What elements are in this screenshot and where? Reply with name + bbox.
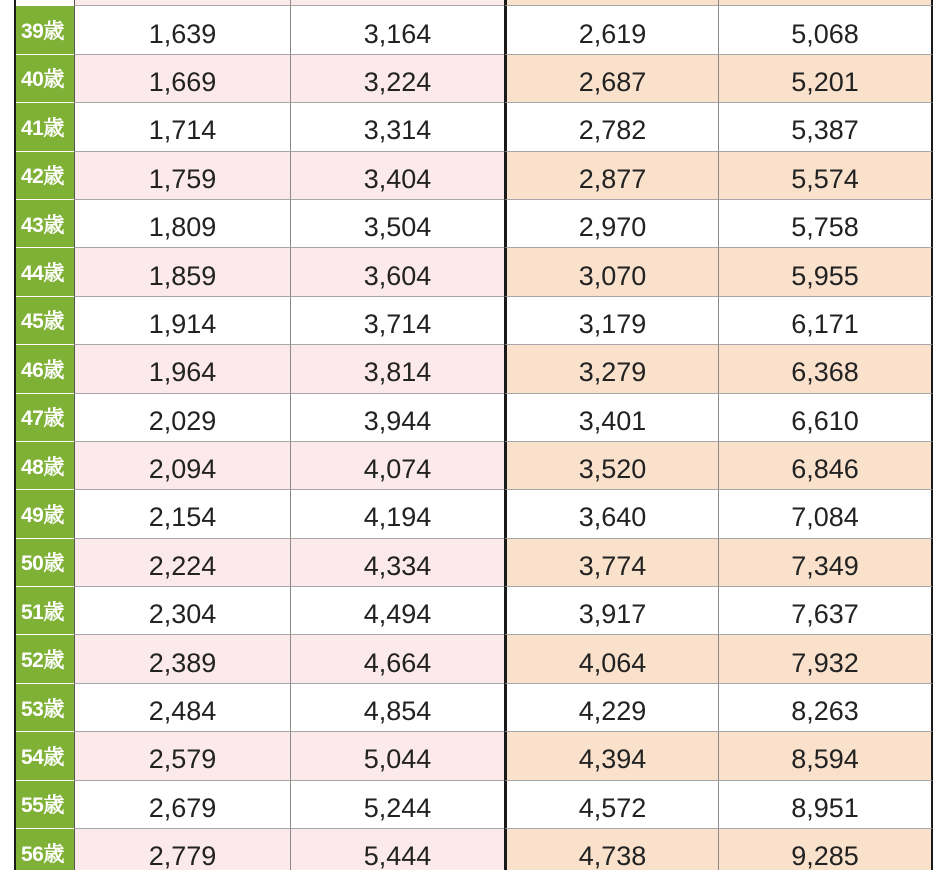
value-cell-1: 1,759: [74, 152, 290, 200]
value-cell-1: 1,914: [74, 297, 290, 345]
table-row: [16, 200, 933, 248]
value-cell-1: 2,094: [74, 442, 290, 490]
value-cell-2: 4,664: [290, 635, 504, 683]
value-cell-2: 3,224: [290, 55, 504, 103]
table-row: [16, 732, 933, 780]
value-cell-2: 4,194: [290, 490, 504, 538]
value-cell-4: 5,201: [718, 55, 933, 103]
value-cell-2: 5,244: [290, 781, 504, 829]
value-cell-3: 3,179: [504, 297, 718, 345]
table-row: [16, 781, 933, 829]
age-cell: 41歳: [16, 103, 74, 151]
table-row: [16, 635, 933, 683]
value-cell-4: 6,846: [718, 442, 933, 490]
value-cell-2: 5,044: [290, 732, 504, 780]
value-cell-3: 4,572: [504, 781, 718, 829]
value-cell-3: 3,520: [504, 442, 718, 490]
value-cell-3: 2,970: [504, 200, 718, 248]
table-row: [16, 684, 933, 732]
age-cell: 51歳: [16, 587, 74, 635]
value-cell-1: 1,669: [74, 55, 290, 103]
value-cell-2: 3,314: [290, 103, 504, 151]
value-cell-1: 2,484: [74, 684, 290, 732]
age-cell: 45歳: [16, 297, 74, 345]
table-row: [16, 394, 933, 442]
value-cell-4: 7,637: [718, 587, 933, 635]
value-cell-4: 9,285: [718, 829, 933, 870]
value-cell-4: 5,068: [718, 6, 933, 54]
value-cell-3: 4,064: [504, 635, 718, 683]
value-cell-4: 8,263: [718, 684, 933, 732]
value-cell-4: 7,084: [718, 490, 933, 538]
table-row: [16, 152, 933, 200]
value-cell-2: 3,404: [290, 152, 504, 200]
value-cell-1: 2,679: [74, 781, 290, 829]
age-cell: 42歳: [16, 152, 74, 200]
age-cell: 50歳: [16, 539, 74, 587]
table-row: [16, 490, 933, 538]
age-cell: 46歳: [16, 345, 74, 393]
value-cell-2: 4,334: [290, 539, 504, 587]
value-cell-2: 3,504: [290, 200, 504, 248]
value-cell-3: 3,640: [504, 490, 718, 538]
value-cell-1: 2,224: [74, 539, 290, 587]
value-cell-4: 7,349: [718, 539, 933, 587]
table-row: [16, 6, 933, 54]
value-cell-3: 4,738: [504, 829, 718, 870]
age-cell: 40歳: [16, 55, 74, 103]
value-cell-2: 5,444: [290, 829, 504, 870]
value-cell-3: 2,619: [504, 6, 718, 54]
value-cell-3: 3,401: [504, 394, 718, 442]
value-cell-3: 2,687: [504, 55, 718, 103]
value-cell-4: 8,951: [718, 781, 933, 829]
value-cell-3: 3,279: [504, 345, 718, 393]
value-cell-3: 3,070: [504, 248, 718, 296]
value-cell-4: 6,368: [718, 345, 933, 393]
value-cell-1: 2,154: [74, 490, 290, 538]
value-cell-4: 6,171: [718, 297, 933, 345]
value-cell-4: 8,594: [718, 732, 933, 780]
age-cell: 49歳: [16, 490, 74, 538]
value-cell-1: 2,029: [74, 394, 290, 442]
value-cell-1: 1,809: [74, 200, 290, 248]
age-cell: 52歳: [16, 635, 74, 683]
age-cell: 47歳: [16, 394, 74, 442]
value-cell-1: 1,714: [74, 103, 290, 151]
value-cell-2: 3,944: [290, 394, 504, 442]
data-table: [16, 0, 933, 870]
age-cell: 39歳: [16, 6, 74, 54]
value-cell-4: 5,758: [718, 200, 933, 248]
value-cell-3: 3,774: [504, 539, 718, 587]
value-cell-3: 2,782: [504, 103, 718, 151]
table-row: [16, 297, 933, 345]
table-row: [16, 345, 933, 393]
value-cell-1: 2,389: [74, 635, 290, 683]
age-cell: 55歳: [16, 781, 74, 829]
value-cell-3: 3,917: [504, 587, 718, 635]
value-cell-3: 4,229: [504, 684, 718, 732]
value-cell-4: 5,387: [718, 103, 933, 151]
table-row: [16, 829, 933, 870]
value-cell-1: 1,964: [74, 345, 290, 393]
table-row: [16, 539, 933, 587]
value-cell-3: 4,394: [504, 732, 718, 780]
value-cell-4: 6,610: [718, 394, 933, 442]
table-row: [16, 248, 933, 296]
age-cell: 54歳: [16, 732, 74, 780]
value-cell-1: 2,779: [74, 829, 290, 870]
value-cell-1: 1,859: [74, 248, 290, 296]
value-cell-2: 3,604: [290, 248, 504, 296]
table-row: [16, 442, 933, 490]
value-cell-1: 1,639: [74, 6, 290, 54]
table-row: [16, 587, 933, 635]
value-cell-1: 2,304: [74, 587, 290, 635]
age-cell: 53歳: [16, 684, 74, 732]
value-cell-4: 5,574: [718, 152, 933, 200]
value-cell-2: 4,854: [290, 684, 504, 732]
value-cell-1: 2,579: [74, 732, 290, 780]
value-cell-2: 4,494: [290, 587, 504, 635]
value-cell-3: 2,877: [504, 152, 718, 200]
value-cell-2: 4,074: [290, 442, 504, 490]
age-cell: 43歳: [16, 200, 74, 248]
table-row: [16, 55, 933, 103]
value-cell-2: 3,814: [290, 345, 504, 393]
table-row: [16, 103, 933, 151]
value-cell-2: 3,714: [290, 297, 504, 345]
age-cell: 48歳: [16, 442, 74, 490]
value-cell-2: 3,164: [290, 6, 504, 54]
age-cell: 56歳: [16, 829, 74, 870]
age-cell: 44歳: [16, 248, 74, 296]
left-border: [0, 0, 16, 870]
value-cell-4: 7,932: [718, 635, 933, 683]
value-cell-4: 5,955: [718, 248, 933, 296]
